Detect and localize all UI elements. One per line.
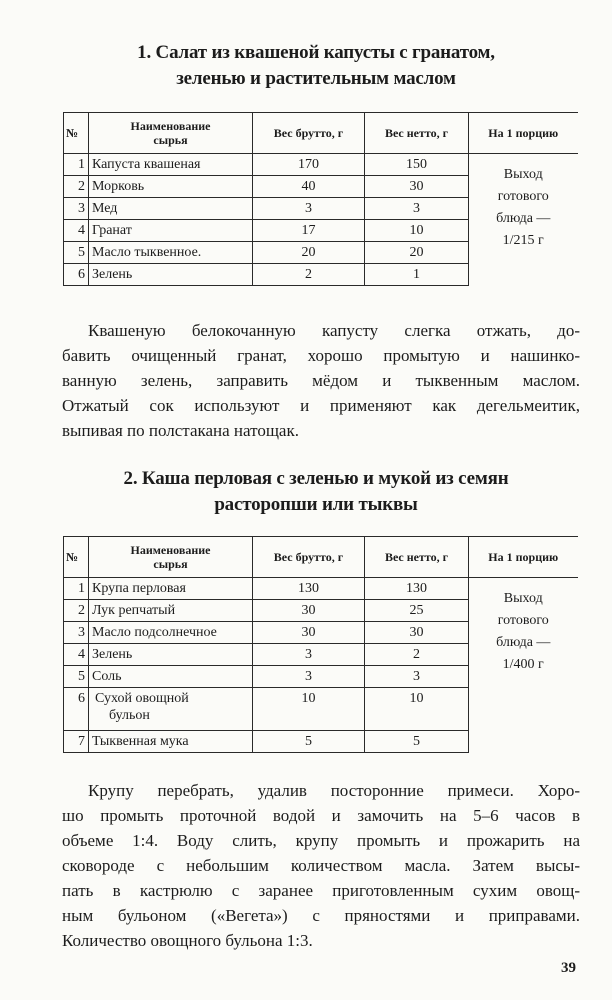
- table-row: 4 Зелень 3 2: [64, 644, 578, 666]
- table-row: 7 Тыквенная мука 5 5: [64, 731, 578, 753]
- header-gross: Вес брутто, г: [253, 113, 365, 154]
- header-portion: На 1 порцию: [469, 537, 578, 578]
- header-num: №: [64, 537, 89, 578]
- page-number: 39: [561, 960, 576, 976]
- header-name: Наименование сырья: [89, 537, 253, 578]
- table-row: 5 Соль 3 3: [64, 666, 578, 688]
- yield-note: Выход готового блюда — 1/215 г: [469, 154, 578, 286]
- table-row: 2 Лук репчатый 30 25: [64, 600, 578, 622]
- table-row: 5 Масло тыквенное. 20 20: [64, 242, 578, 264]
- table-row: 2 Морковь 40 30: [64, 176, 578, 198]
- recipe-1-instructions: Квашеную белокочанную капусту слегка отжать, до- бавить очищенный гранат, хорошо промытую и нашинко- ванную зелень, заправить мёдом и тыквенным маслом. Отжатый сок используют и применяют как дегельмеитик, выпивая по полстакана натощак.: [62, 321, 580, 440]
- table-row: 1 Крупа перловая 130 130 Выход готового блюда — 1/400 г: [64, 578, 578, 600]
- recipe-1-title: 1. Салат из квашеной капусты с гранатом, зеленью и растительным маслом: [137, 42, 495, 89]
- table-header-row: [64, 113, 578, 154]
- recipe-1-ingredients-table: [63, 112, 578, 286]
- recipe-2-instructions: Крупу перебрать, удалив посторонние примеси. Хоро- шо промыть проточной водой и замочить на 5–6 часов в объеме 1:4. Воду слить, крупу промыть и прожарить на сковороде с небольшим количеством масла. Затем высы- пать в кастрюлю с заранее приготовленным сухим овощ- ным бульоном («Вегета») с пряностями и приправами. Количество овощного бульона 1:3.: [62, 781, 580, 950]
- header-portion: На 1 порцию: [469, 113, 578, 154]
- header-gross: Вес брутто, г: [253, 537, 365, 578]
- table-row: 3 Масло подсолнечное 30 30: [64, 622, 578, 644]
- table-row: 3 Мед 3 3: [64, 198, 578, 220]
- yield-note: Выход готового блюда — 1/400 г: [469, 578, 578, 753]
- recipe-2-ingredients-table: [63, 536, 578, 753]
- header-net: Вес нетто, г: [365, 537, 469, 578]
- header-net: Вес нетто, г: [365, 113, 469, 154]
- table-row: 1 Капуста квашеная 170 150 Выход готового блюда — 1/215 г: [64, 154, 578, 176]
- table-header-row: [64, 537, 578, 578]
- header-num: №: [64, 113, 89, 154]
- recipe-2-title: 2. Каша перловая с зеленью и мукой из семян расторопши или тыквы: [123, 468, 509, 515]
- table-row: 6 Сухой овощной бульон 10 10: [64, 688, 578, 731]
- header-name: Наименование сырья: [89, 113, 253, 154]
- table-row: 4 Гранат 17 10: [64, 220, 578, 242]
- table-row: 6 Зелень 2 1: [64, 264, 578, 286]
